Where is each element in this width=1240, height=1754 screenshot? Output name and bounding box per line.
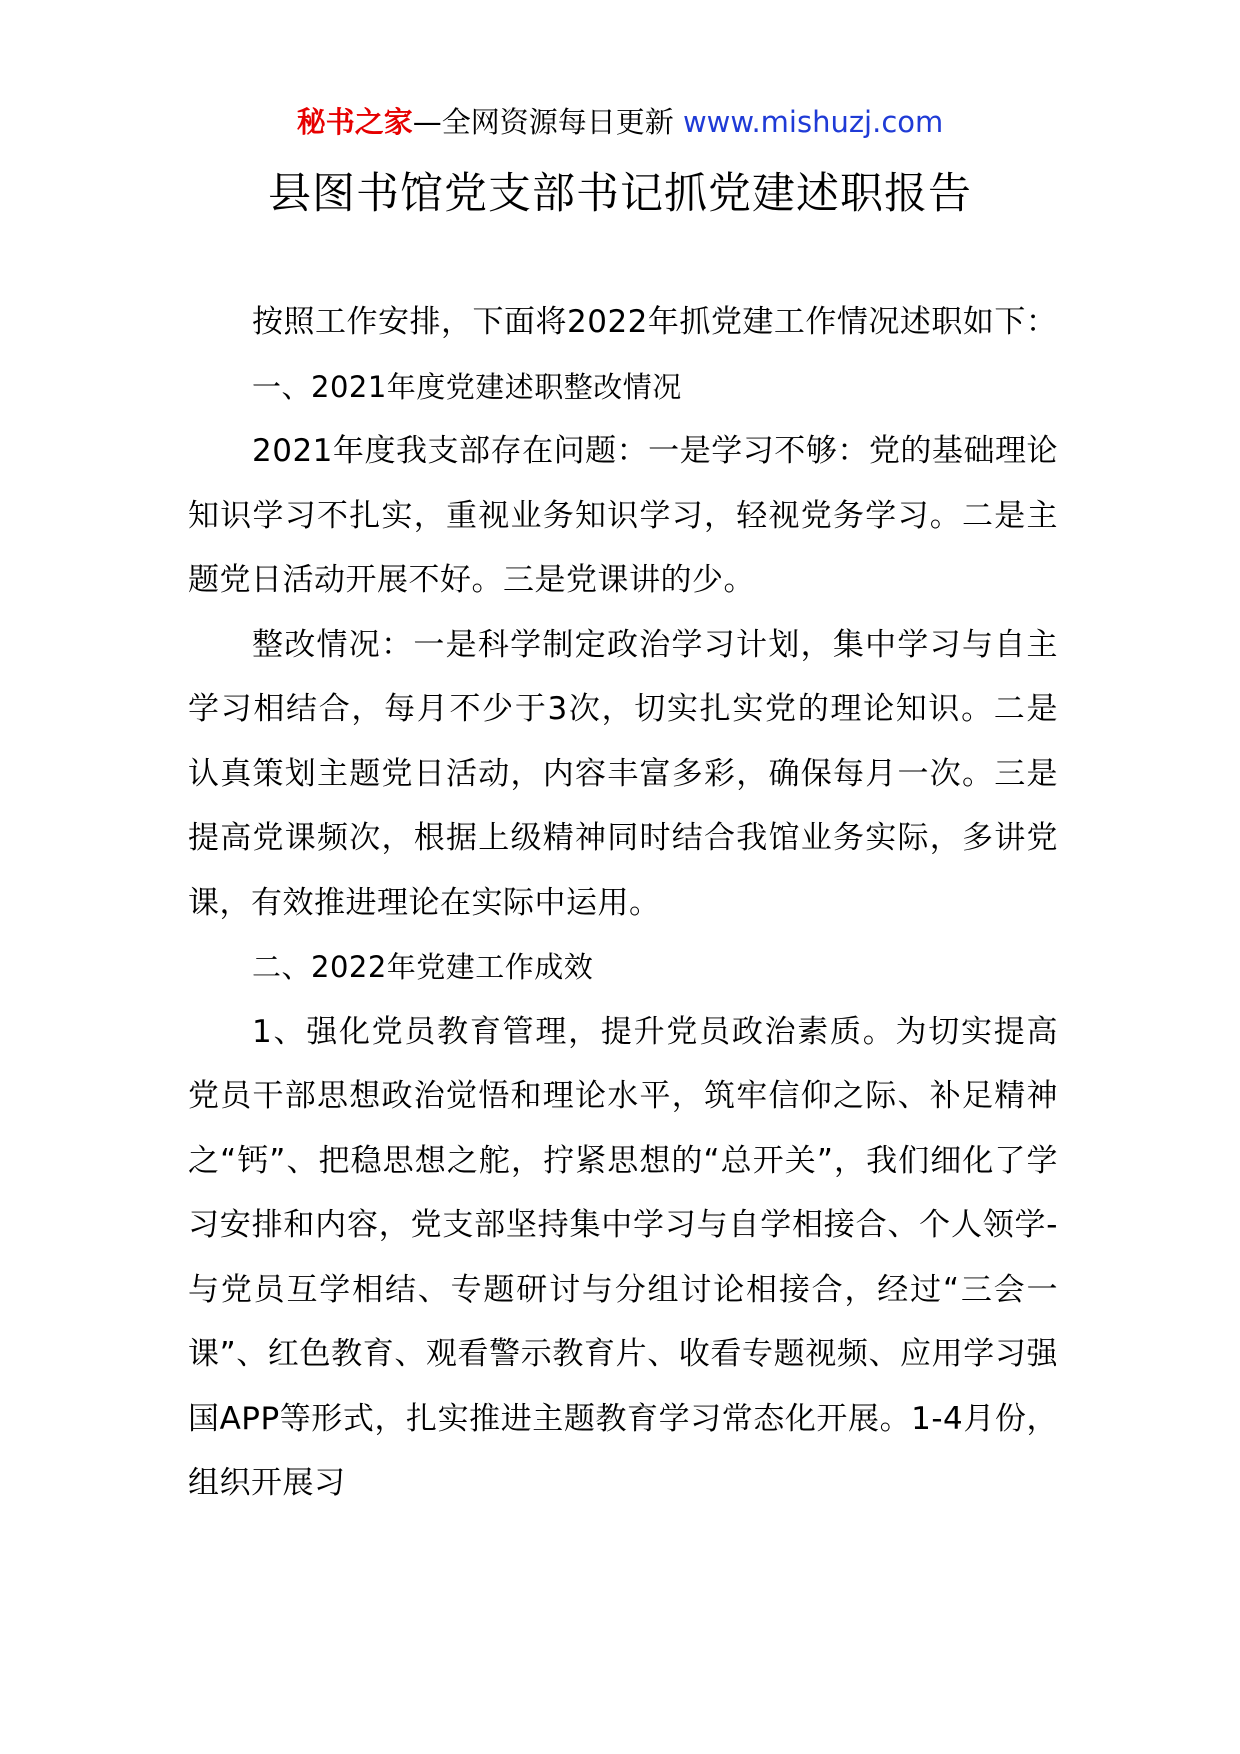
document-body <box>188 290 1058 1516</box>
brand-tagline: —全网资源每日更新 <box>412 105 683 139</box>
brand-name: 秘书之家 <box>296 105 413 139</box>
intro-paragraph: 按照工作安排，下面将2022年抓党建工作情况述职如下： <box>252 304 1058 340</box>
document-title: 县图书馆党支部书记抓党建述职报告 <box>268 169 972 219</box>
rectification-paragraph: 整改情况：一是科学制定政治学习计划，集中学习与自主学习相结合，每月不少于3次，切实扎实党的理论知识。二是认真策划主题党日活动，内容丰富多彩，确保每月一次。三是提高党课频次，根据上级精神同时结合我馆业务实际，多讲党课，有效推进理论在实际中运用。 <box>188 626 1058 921</box>
problems-paragraph: 2021年度我支部存在问题：一是学习不够：党的基础理论知识学习不扎实，重视业务知识学习，轻视党务学习。二是主题党日活动开展不好。三是党课讲的少。 <box>188 433 1058 598</box>
education-paragraph: 1、强化党员教育管理，提升党员政治素质。为切实提高党员干部思想政治觉悟和理论水平，筑牢信仰之际、补足精神之“钙”、把稳思想之舵，拧紧思想的“总开关”，我们细化了学习安排和内容，党支部坚持集中学习与自学相接合、个人领学-与党员互学相结、专题研讨与分组讨论相接合，经过“三会一课”、红色教育、观看警示教育片、收看专题视频、应用学习强国APP等形式，扎实推进主题教育学习常态化开展。1-4月份，组织开展习 <box>188 1013 1058 1501</box>
section-heading-1: 一、2021年度党建述职整改情况 <box>252 369 682 404</box>
site-url-link[interactable]: www.mishuzj.com <box>682 105 944 139</box>
site-watermark-header <box>0 100 1240 144</box>
section-heading-2: 二、2022年党建工作成效 <box>252 950 594 984</box>
